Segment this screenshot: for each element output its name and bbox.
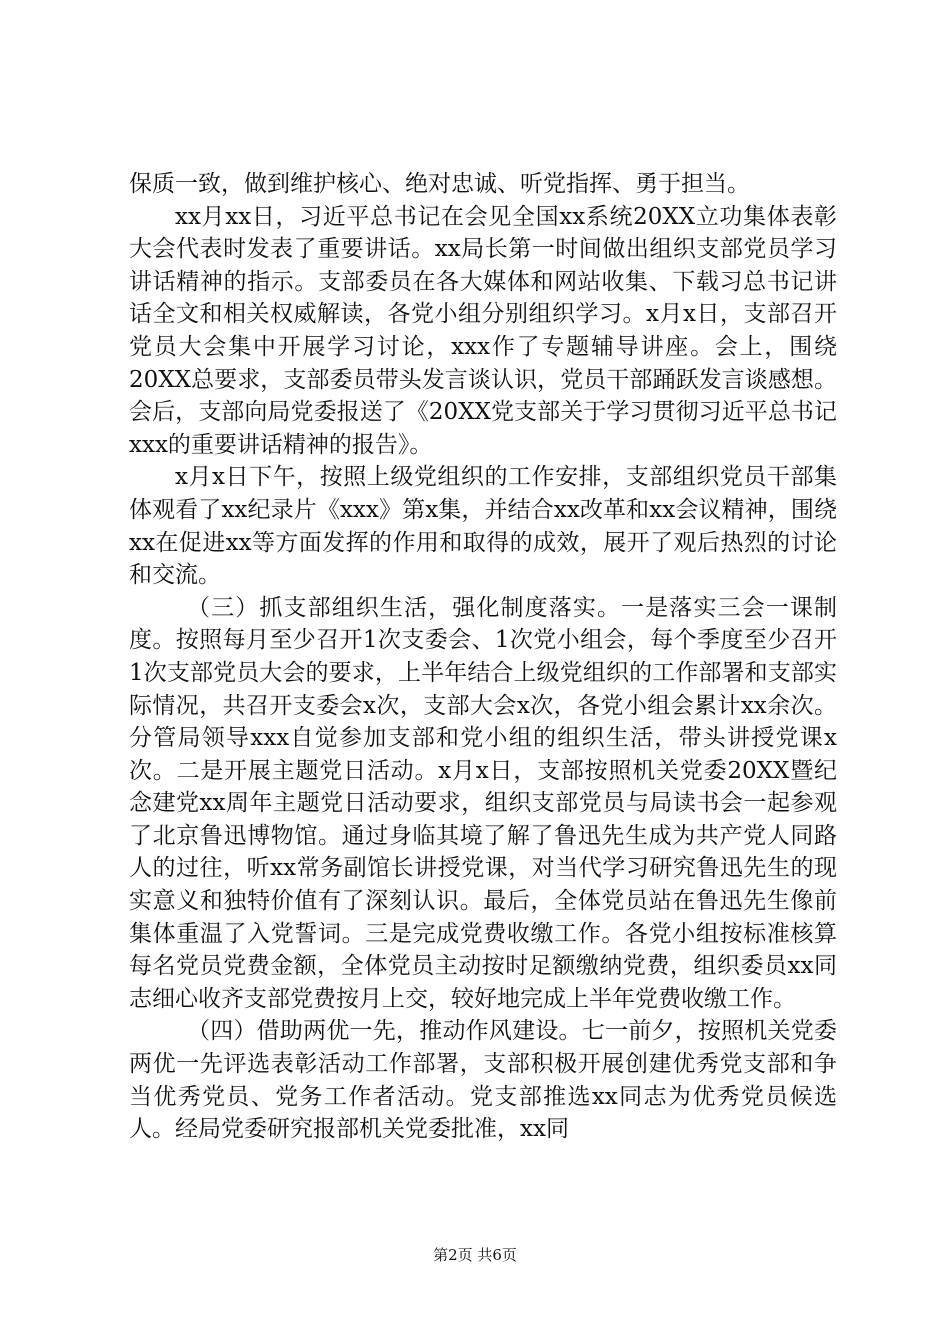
paragraph-1: 保质一致，做到维护核心、绝对忠诚、听党指挥、勇于担当。 (129, 171, 750, 197)
page-footer: 第2页 共6页 (433, 1246, 517, 1264)
document-body (129, 168, 837, 1146)
paragraph-5: （四）借助两优一先，推动作风建设。七一前夕，按照机关党委两优一先评选表彰活动工作部署，支部积极开展创建优秀党支部和争当优秀党员、党务工作者活动。党支部推选xx同志为优秀党员候选人。经局党委研究报部机关党委批准，xx同 (129, 1018, 837, 1143)
paragraph-4: （三）抓支部组织生活，强化制度落实。一是落实三会一课制度。按照每月至少召开1次支委会、1次党小组会，每个季度至少召开1次支部党员大会的要求，上半年结合上级党组织的工作部署和支部实际情况，共召开支委会x次，支部大会x次，各党小组会累计xx余次。分管局领导xxx自觉参加支部和党小组的组织生活，带头讲授党课x次。二是开展主题党日活动。x月x日，支部按照机关党委20XX暨纪念建党xx周年主题党日活动要求，组织支部党员与局读书会一起参观了北京鲁迅博物馆。通过身临其境了解了鲁迅先生成为共产党人同路人的过往，听xx常务副馆长讲授党课，对当代学习研究鲁迅先生的现实意义和独特价值有了深刻认识。最后，全体党员站在鲁迅先生像前集体重温了入党誓词。三是完成党费收缴工作。各党小组按标准核算每名党员党费金额，全体党员主动按时足额缴纳党费，组织委员xx同志细心收齐支部党费按月上交，较好地完成上半年党费收缴工作。 (129, 594, 837, 1012)
paragraph-3: x月x日下午，按照上级党组织的工作安排，支部组织党员干部集体观看了xx纪录片《xxx》第x集，并结合xx改革和xx会议精神，围绕xx在促进xx等方面发挥的作用和取得的成效，展开了观后热烈的讨论和交流。 (129, 464, 837, 589)
paragraph-2: xx月xx日，习近平总书记在会见全国xx系统20XX立功集体表彰大会代表时发表了重要讲话。xx局长第一时间做出组织支部党员学习讲话精神的指示。支部委员在各大媒体和网站收集、下载习总书记讲话全文和相关权威解读，各党小组分别组织学习。x月x日，支部召开党员大会集中开展学习讨论，xxx作了专题辅导讲座。会上，围绕20XX总要求，支部委员带头发言谈认识，党员干部踊跃发言谈感想。会后，支部向局党委报送了《20XX党支部关于学习贯彻习近平总书记xxx的重要讲话精神的报告》。 (129, 203, 837, 458)
